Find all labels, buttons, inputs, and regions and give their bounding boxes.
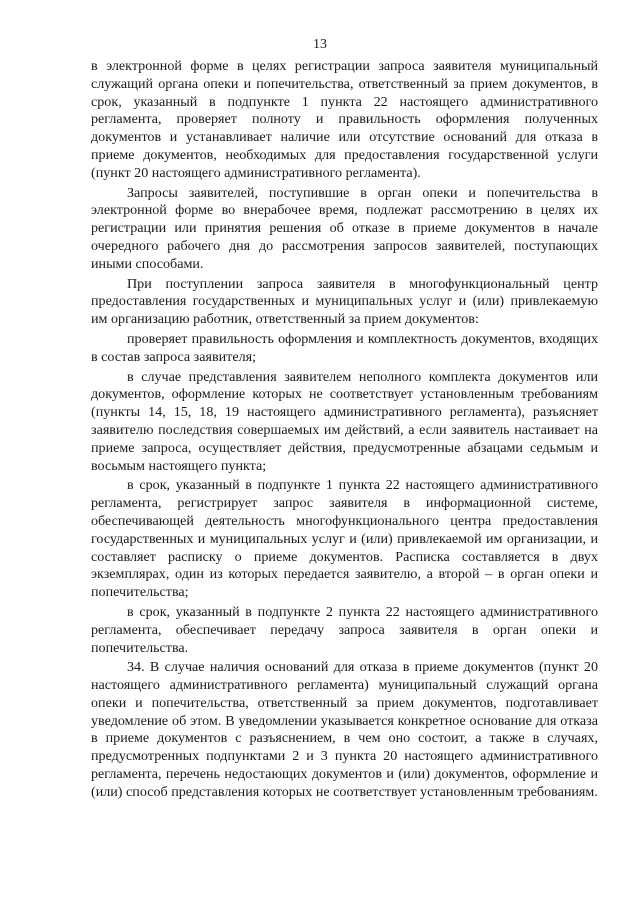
- paragraph-transfer-request: в срок, указанный в подпункте 2 пункта 22 настоящего административного регламента, обеспечивает передачу запроса заявителя в орган опеки и попечительства.: [91, 603, 598, 656]
- paragraph-check-documents: проверяет правильность оформления и комплектность документов, входящих в состав запроса заявителя;: [91, 330, 598, 365]
- paragraph-incomplete-set: в случае представления заявителем неполного комплекта документов или документов, оформление которых не соответствует установленным требованиям (пункты 14, 15, 18, 19 настоящего административного регламента), разъясняет заявителю последствия совершаемых им действий, а если заявитель настаивает на приеме запроса, осуществляет действия, предусмотренные абзацами седьмым и восьмым настоящего пункта;: [91, 368, 598, 474]
- paragraph-continuation: в электронной форме в целях регистрации запроса заявителя муниципальный служащий органа опеки и попечительства, ответственный за прием документов, в срок, указанный в подпункте 1 пункта 22 настоящего административного регламента, проверяет полноту и правильность оформления полученных документов и устанавливает наличие или отсутствие оснований для отказа в приеме документов, необходимых для предоставления государственной услуги (пункт 20 настоящего административного регламента).: [91, 58, 598, 181]
- paragraph-mfc-intake: При поступлении запроса заявителя в многофункциональный центр предоставления государственных и муниципальных услуг и (или) привлекаемую им организацию работник, ответственный за прием документов:: [91, 275, 598, 328]
- paragraph-item-34: 34. В случае наличия оснований для отказа в приеме документов (пункт 20 настоящего административного регламента) муниципальный служащий органа опеки и попечительства, ответственный за прием документов, подготавливает уведомление об этом. В уведомлении указывается конкретное основание для отказа в приеме документов с разъяснением, в чем оно состоит, а также в случаях, предусмотренных подпунктами 2 и 3 пункта 20 настоящего административного регламента, перечень недостающих документов и (или) документов, оформление и (или) способ представления которых не соответствует установленным требованиям.: [91, 659, 598, 800]
- paragraph-electronic-requests: Запросы заявителей, поступившие в орган опеки и попечительства в электронной форме во внерабочее время, подлежат рассмотрению в целях их регистрации или принятия решения об отказе в приеме документов в начале очередного рабочего дня до рассмотрения запросов заявителей, поступающих иными способами.: [91, 184, 598, 272]
- document-body: [91, 58, 598, 804]
- page-number: 13: [313, 37, 327, 52]
- paragraph-registration-receipt: в срок, указанный в подпункте 1 пункта 22 настоящего административного регламента, регистрирует запрос заявителя в информационной системе, обеспечивающей деятельность многофункционального центра предоставления государственных и муниципальных услуг и (или) привлекаемой им организации, и составляет расписку о приеме документов. Расписка составляется в двух экземплярах, один из которых передается заявителю, а второй – в орган опеки и попечительства;: [91, 477, 598, 601]
